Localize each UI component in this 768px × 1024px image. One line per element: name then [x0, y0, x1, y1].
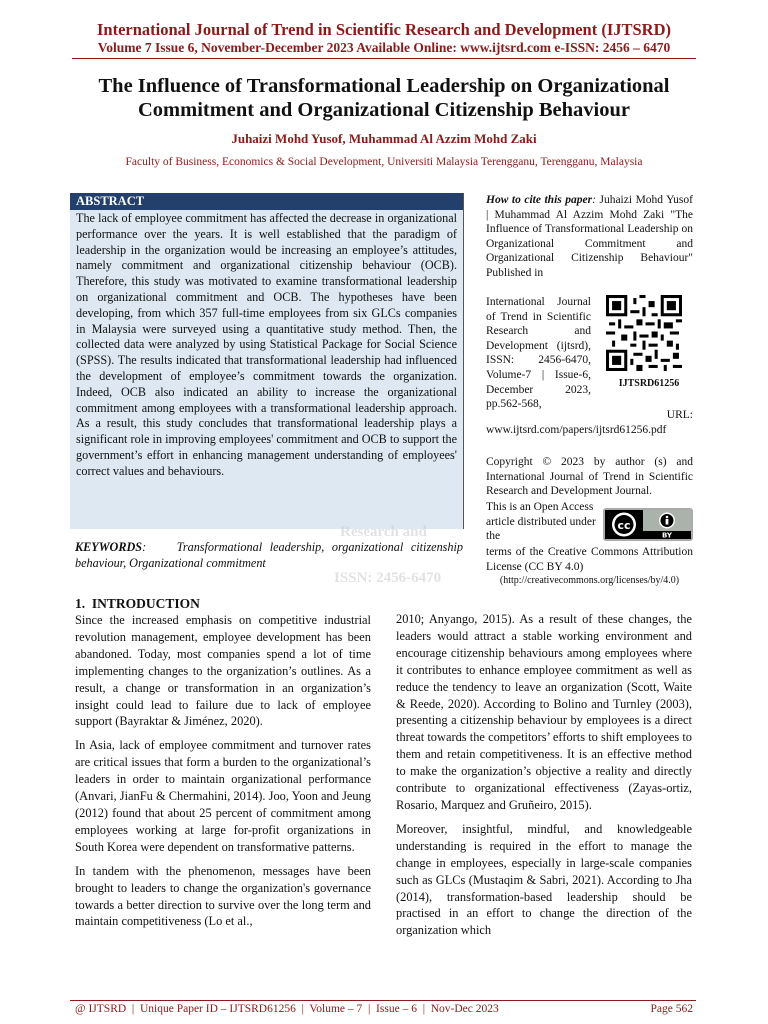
citation-top: How to cite this paper: Juhaizi Mohd Yusof | Muhammad Al Azzim Mohd Zaki "The Influence of Transformational Leadership on Organizational Commitment and Organizational Citizenship Behaviour" Published in	[486, 194, 693, 279]
intro-paragraph: 2010; Anyango, 2015). As a result of these changes, the leaders would attract a stable working environment and encourage citizenship behaviours among employees where it contributes to enhance employee commitment as well as reduce the tendency to leave an organization (Scott, Waite & Reede, 2020). According to Bolino and Turnley (2003), presenting a citizenship behaviour by employees is a direct threat towards the competitors’ efforts to shift employees to them and retain competitiveness. It is an effective method to make the organization’s objective a reality and directly contribute to organizational effectiveness (Zayas-ortiz, Rosario, Marquez and Gruñeiro, 2015).	[396, 612, 692, 812]
keywords: KEYWORDS: Transformational leadership, organizational citizenship behaviour, Organizational commitment	[75, 540, 464, 570]
keywords-label: KEYWORDS	[75, 540, 143, 554]
license-url[interactable]: (http://creativecommons.org/licenses/by/4.0)	[499, 575, 680, 586]
abstract-box	[70, 193, 463, 529]
page-footer	[75, 1003, 693, 1015]
qr-code-block	[606, 295, 692, 389]
citation-url[interactable]: www.ijtsrd.com/papers/ijtsrd61256.pdf	[486, 423, 667, 436]
intro-heading: 1. INTRODUCTION	[75, 596, 200, 611]
intro-paragraph: Since the increased emphasis on competitive industrial revolution management, employee development has been abandoned. Today, most companies spend a lot of time implementing changes to the organization’s outlines. As a result, a change or transformation in an organization’s insight could lead to failure due to lack of employee support (Bayraktar & Jiménez, 2020).	[75, 613, 371, 729]
watermark-line-1: Research and	[340, 524, 427, 540]
column-divider	[463, 193, 464, 529]
qr-code-icon	[606, 295, 682, 371]
abstract-text: The lack of employee commitment has affected the decrease in organizational performance over the years. It is well established that the paradigm of leadership in the organization would be increasing an employee’s attitudes, namely commitment and organizational citizenship behaviour (OCB). Therefore, this study was motivated to examine transformational leadership on organizational commitment and OCB. The hypotheses have been developing, from which 357 full-time employees from six GLCs companies in Malaysia were surveyed using a quantitative study method. Then, the collected data were analyzed by using Statistical Package for Social Science (SPSS). The results indicated that transformational leadership had influenced the development of employee’s commitment towards the organization. Indeed, OCB also indicated an ability to increase the organizational commitment among employees with a transformational leadership approach. As a result, this study concludes that transformational leadership plays a significant role in improving employees' commitment and OCB to support the government’s effort in enhancing management understanding of employees' correct values and behaviours.	[76, 211, 457, 478]
copyright-text-3: terms of the Creative Commons Attribution License (CC BY 4.0)	[486, 546, 693, 573]
citation-url-block	[486, 408, 693, 437]
journal-issue-line: Volume 7 Issue 6, November-December 2023 Available Online: www.ijtsrd.com e-ISSN: 2456 – 6470	[97, 40, 671, 55]
citation-text-top: Juhaizi Mohd Yusof | Muhammad Al Azzim Mohd Zaki "The Influence of Transformational Leadership on Organizational Commitment and Organizational Citizenship Behaviour" Published in	[486, 194, 693, 279]
citation-url-label: URL:	[666, 409, 693, 421]
copyright-text-2: This is an Open Access article distributed under the	[486, 501, 596, 543]
footer-info: @ IJTSRD | Unique Paper ID – IJTSRD61256 | Volume – 7 | Issue – 6 | Nov-Dec 2023	[75, 1003, 499, 1015]
journal-name: International Journal of Trend in Scientific Research and Development (IJTSRD)	[97, 20, 671, 39]
intro-paragraph: In Asia, lack of employee commitment and turnover rates are critical issues that form a burden to the organizational’s leaders in order to maintain organizational performance (Anvari, JianFu & Chermahini, 2014). Joo, Yoon and Jeung (2012) found that about 25 percent of commitment among employees working at large for-profit organizations in South Korea were dependent on transformative patterns.	[75, 738, 371, 854]
title-line-1: The Influence of Transformational Leadership on Organizational	[98, 75, 670, 97]
cc-by-label: BY	[661, 531, 673, 539]
svg-text:cc: cc	[617, 519, 631, 532]
cc-by-icon	[605, 510, 691, 539]
citation-label: How to cite this paper	[486, 194, 593, 206]
abstract-heading: ABSTRACT	[70, 193, 463, 210]
affiliation: Faculty of Business, Economics & Social Development, Universiti Malaysia Terengganu, Terengganu, Malaysia	[125, 156, 643, 168]
paper-title	[40, 74, 728, 122]
header-rule	[72, 58, 696, 59]
citation-text-narrow: International Journal of Trend in Scientific Research and Development (ijtsrd), ISSN: 2456-6470, Volume-7 | Issue-6, December 2023, pp.562-568,	[486, 296, 591, 411]
authors: Juhaizi Mohd Yusof, Muhammad Al Azzim Mohd Zaki	[231, 131, 537, 146]
body-column-right	[396, 611, 692, 946]
qr-code-label: IJTSRD61256	[618, 378, 680, 389]
page-number: Page 562	[650, 1003, 693, 1015]
title-line-2: Commitment and Organizational Citizenship Behaviour	[137, 99, 630, 121]
body-column-left	[75, 612, 371, 937]
intro-paragraph: Moreover, insightful, mindful, and knowledgeable understanding is required in the effort to manage the change in employees, especially in large-scale companies such as GLCs (Mustaqim & Sabri, 2021). According to Jha (2014), transformation-based leadership should be practised in an effort to change the direction of the organization which	[396, 821, 692, 938]
copyright-text-1: Copyright © 2023 by author (s) and International Journal of Trend in Scientific Research and Development Journal.	[486, 456, 693, 498]
intro-paragraph: In tandem with the phenomenon, messages have been brought to leaders to change the organization's governance towards a better direction to survive over the long term and maintain competitiveness (Lo et al.,	[75, 863, 371, 929]
footer-rule	[70, 1000, 696, 1001]
cc-by-license-badge	[603, 508, 693, 541]
watermark-line-2: ISSN: 2456-6470	[334, 570, 442, 586]
keywords-text: Transformational leadership, organizational citizenship behaviour, Organizational commitment	[75, 540, 464, 570]
